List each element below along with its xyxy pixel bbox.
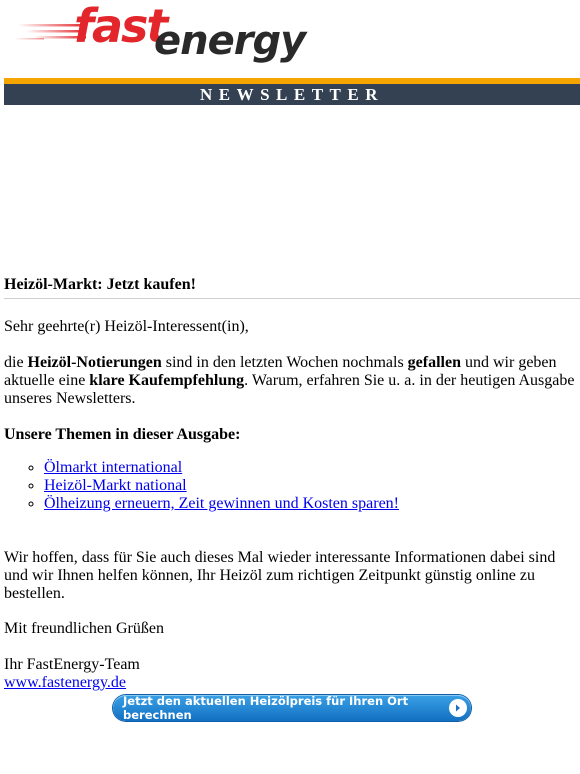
newsletter-banner bbox=[4, 78, 580, 105]
intro-text-2: sind in den letzten Wochen nochmals bbox=[161, 354, 408, 371]
intro-text-4: . Warum, erfahren Sie u. a. in der heutigen Ausgabe unseres Newsletters. bbox=[4, 372, 575, 407]
arrow-right-circle-icon bbox=[449, 699, 467, 717]
logo-graphic bbox=[14, 0, 334, 66]
topic-link-oelheizung-erneuern[interactable]: Ölheizung erneuern, Zeit gewinnen und Kosten sparen! bbox=[44, 495, 399, 512]
signature-team: Ihr FastEnergy-Team bbox=[4, 656, 140, 673]
arrow-glyph bbox=[453, 703, 463, 713]
article-headline: Heizöl-Markt: Jetzt kaufen! bbox=[4, 276, 196, 293]
topic-item bbox=[44, 477, 580, 495]
logo-fast-text: fast bbox=[74, 0, 167, 53]
newsletter-content bbox=[4, 276, 580, 692]
topic-item bbox=[44, 495, 580, 513]
intro-bold-kaufempfehlung: klare Kaufempfehlung bbox=[89, 372, 245, 389]
fastenergy-logo[interactable] bbox=[14, 0, 334, 66]
intro-bold-notierungen: Heizöl-Notierungen bbox=[27, 354, 162, 371]
regards-text: Mit freundlichen Grüßen bbox=[4, 620, 164, 637]
intro-text-1: die bbox=[4, 354, 28, 371]
website-link[interactable]: www.fastenergy.de bbox=[4, 674, 127, 691]
closing-paragraph: Wir hoffen, dass für Sie auch dieses Mal wieder interessante Informationen dabei sind und wir Ihnen helfen können, Ihr Heizöl zum richtigen Zeitpunkt günstig online zu bestellen. bbox=[4, 549, 556, 602]
intro-paragraph bbox=[4, 354, 580, 408]
topic-link-heizoel-markt-national[interactable]: Heizöl-Markt national bbox=[44, 477, 187, 494]
logo-energy-text: energy bbox=[154, 18, 306, 64]
topic-item bbox=[44, 459, 580, 477]
themes-heading: Unsere Themen in dieser Ausgabe: bbox=[4, 426, 241, 443]
calculate-price-button[interactable] bbox=[113, 695, 471, 721]
cta-label: Jetzt den aktuellen Heizölpreis für Ihren Ort berechnen bbox=[123, 694, 409, 722]
topics-list bbox=[4, 459, 580, 513]
signature-website bbox=[4, 674, 580, 692]
topic-link-oelmarkt-international[interactable]: Ölmarkt international bbox=[44, 459, 183, 476]
banner-title: NEWSLETTER bbox=[4, 84, 580, 105]
intro-text-3: und wir geben aktuelle eine bbox=[4, 354, 557, 389]
intro-bold-gefallen: gefallen bbox=[407, 354, 461, 371]
headline-divider bbox=[4, 298, 580, 299]
greeting-text: Sehr geehrte(r) Heizöl-Interessent(in), bbox=[4, 318, 249, 335]
